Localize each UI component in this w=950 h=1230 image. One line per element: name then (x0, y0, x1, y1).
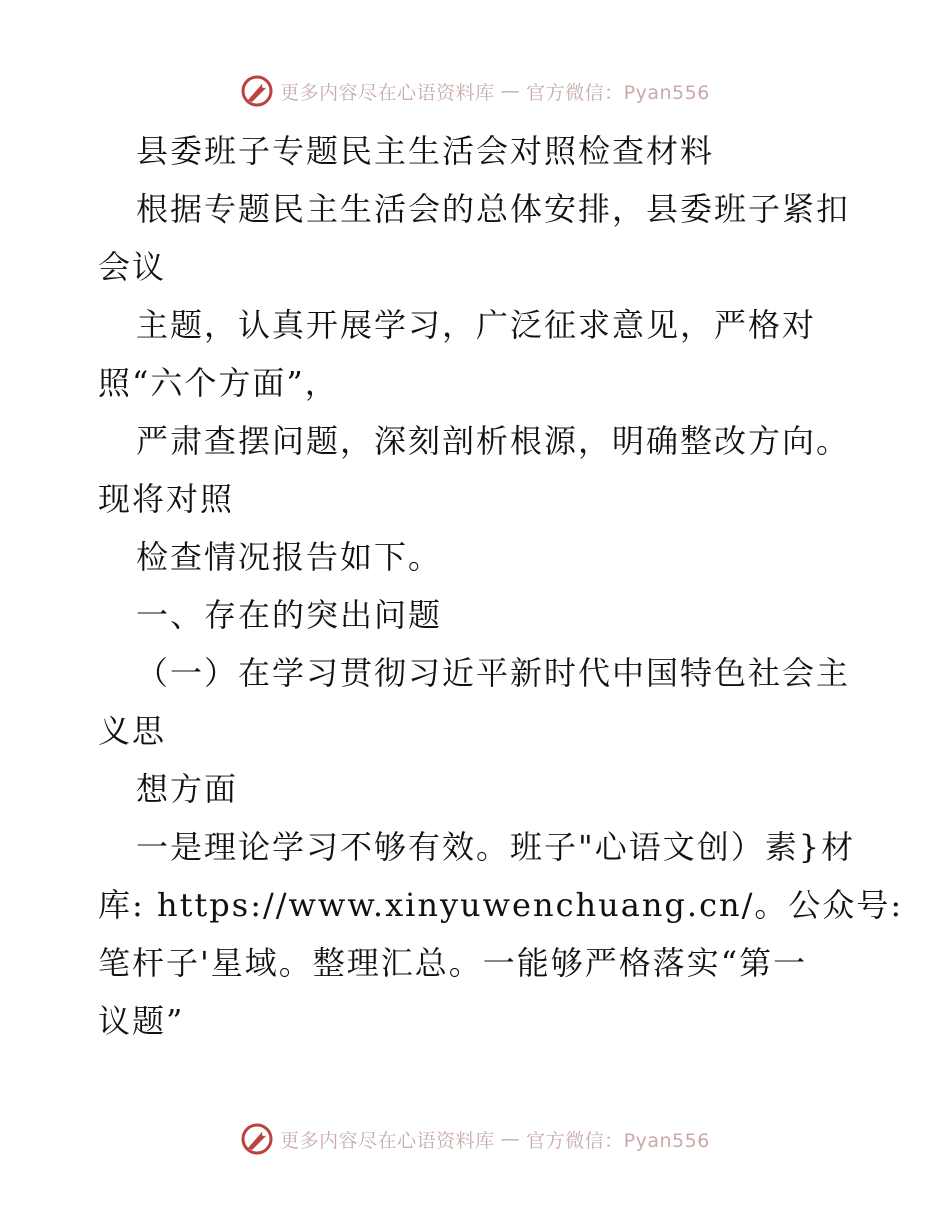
subsection-heading-cont: 义思 (98, 712, 167, 750)
paragraph-line: 笔杆子'星域。整理汇总。一能够严格落实“第一 (98, 944, 808, 982)
watermark-separator: — (500, 80, 521, 102)
document-title: 县委班子专题民主生活会对照检查材料 (136, 132, 715, 170)
paragraph-line: 议题” (98, 1002, 185, 1040)
paragraph-line: 检查情况报告如下。 (136, 538, 443, 576)
paragraph-line: 严肃查摆问题，深刻剖析根源，明确整改方向。 (136, 422, 851, 460)
watermark-separator: — (500, 1128, 521, 1150)
paragraph-line: 照“六个方面”， (98, 364, 339, 402)
document-body (98, 122, 904, 1050)
pen-nib-logo-icon (240, 74, 274, 108)
watermark-brand-text: 更多内容尽在心语资料库 (280, 1129, 495, 1152)
section-heading: 一、存在的突出问题 (136, 596, 443, 634)
watermark-header (0, 74, 950, 108)
paragraph-line: 根据专题民主生活会的总体安排，县委班子紧扣 (136, 190, 851, 228)
subsection-heading: （一）在学习贯彻习近平新时代中国特色社会主 (136, 654, 851, 692)
watermark-wechat-text: 官方微信：Pyan556 (526, 1129, 710, 1152)
paragraph-line: 会议 (98, 248, 167, 286)
watermark-wechat-text: 官方微信：Pyan556 (526, 81, 710, 104)
paragraph-line: 现将对照 (98, 480, 235, 518)
paragraph-line-url: 库: https://www.xinyuwenchuang.cn/。公众号: (98, 886, 904, 924)
pen-nib-logo-icon (240, 1122, 274, 1156)
watermark-footer (0, 1122, 950, 1156)
subsection-heading-cont: 想方面 (136, 770, 239, 808)
paragraph-line: 一是理论学习不够有效。班子"心语文创）素}材 (136, 828, 856, 866)
paragraph-line: 主题，认真开展学习，广泛征求意见，严格对 (136, 306, 817, 344)
watermark-brand-text: 更多内容尽在心语资料库 (280, 81, 495, 104)
